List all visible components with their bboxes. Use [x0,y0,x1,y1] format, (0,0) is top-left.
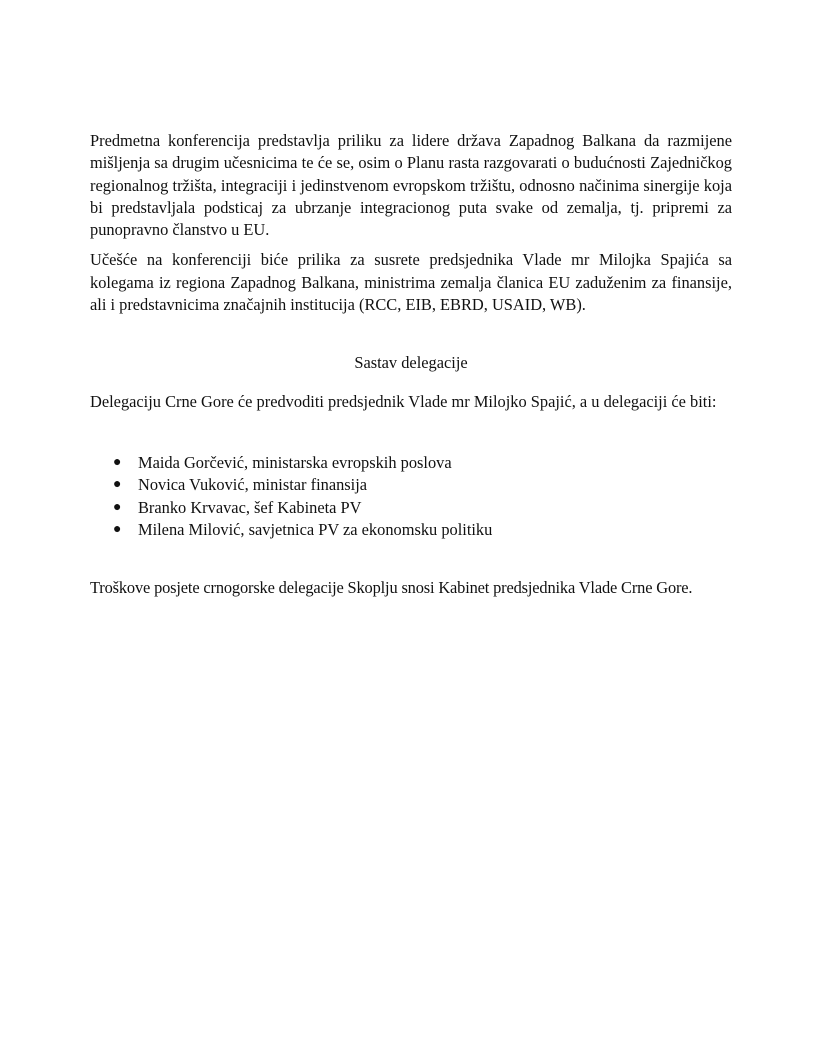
paragraph-conference: Predmetna konferencija predstavlja priliku za lidere država Zapadnog Balkana da razmijene mišljenja sa drugim učesnicima te će se, osim o Planu rasta razgovarati o budućnosti Zajedničkog regionalnog tržišta, integraciji i jedinstvenom evropskom tržištu, odnosno načinima sinergije koja bi predstavljala podsticaj za ubrzanje integracionog puta svake od zemalja, tj. pripremi za punopravno članstvo u EU. [90,131,732,240]
member-text: Branko Krvavac, šef Kabineta PV [138,497,362,517]
document-body [90,130,732,599]
delegation-list [90,452,732,541]
delegation-intro: Delegaciju Crne Gore će predvoditi predsjednik Vlade mr Milojko Spajić, a u delegaciji će biti: [90,391,717,411]
paragraph-participation: Učešće na konferenciji biće prilika za susrete predsjednika Vlade mr Milojka Spajića sa kolegama iz regiona Zapadnog Balkana, ministrima zemalja članica EU zaduženim za finansije, ali i predstavnicima značajnih institucija (RCC, EIB, EBRD, USAID, WB). [90,250,732,315]
member-text: Maida Gorčević, ministarska evropskih poslova [138,452,452,472]
list-item [113,474,732,496]
list-item [113,497,732,519]
member-text: Novica Vuković, ministar finansija [138,475,368,495]
list-item [113,452,732,474]
section-heading: Sastav delegacije [354,353,468,373]
bullet-icon: ● [113,477,122,493]
bullet-icon: ● [113,499,122,515]
closing-paragraph: Troškove posjete crnogorske delegacije Skoplju snosi Kabinet predsjednika Vlade Crne Gore. [90,578,693,598]
list-item [113,519,732,541]
member-text: Milena Milović, savjetnica PV za ekonomsku politiku [138,519,493,539]
bullet-icon: ● [113,521,122,537]
bullet-icon: ● [113,454,122,470]
